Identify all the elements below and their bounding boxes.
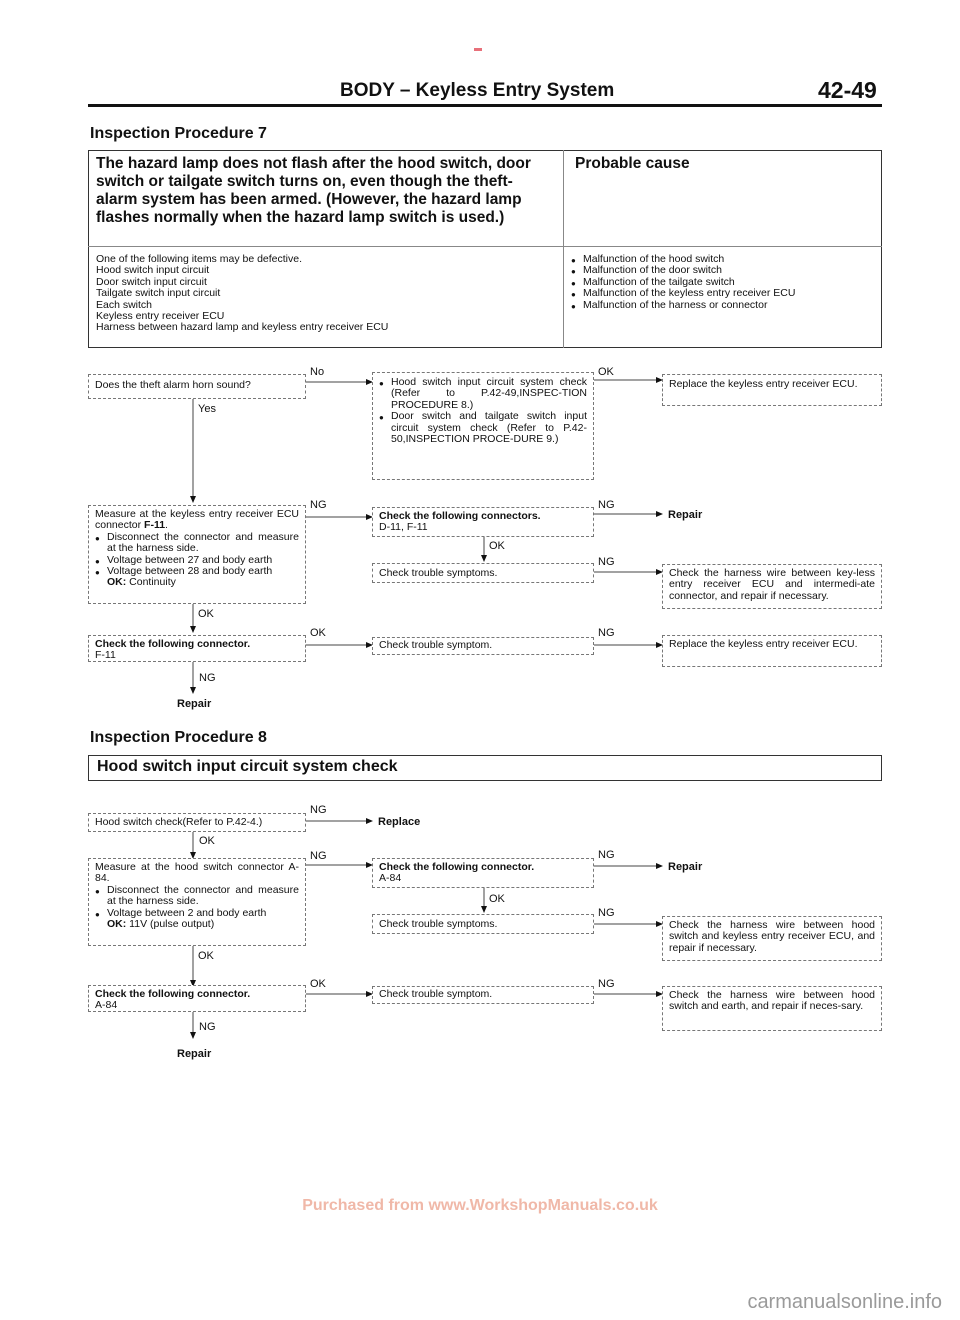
measure-receiver-ecu-box: Measure at the keyless entry receiver ECU connector F-11. ● Disconnect the connector and measure at the harness side. ● Voltage between 27 and body earth ● Voltage between 28 and body earth OK: Continuity [88,505,306,604]
repair-outcome: Repair [668,861,703,873]
check-trouble-symptoms-text: Check trouble symptoms. [379,567,498,579]
check-trouble-symptom-box [372,986,594,1004]
replace-outcome: Replace [378,816,421,828]
defective-line: Keyless entry receiver ECU [96,310,225,323]
q-theft-alarm-horn [88,374,306,399]
check-trouble-symptoms-box [372,563,594,583]
replace-ecu-box [662,374,882,406]
check-trouble-symptoms-box [372,914,594,934]
replace-ecu-text: Replace the keyless entry receiver ECU. [669,378,858,390]
hood-circuit-check: ● Hood switch input circuit system check (Refer to P.42-49,INSPEC-TION PROCEDURE 8.) [379,377,587,411]
label-ng: NG [598,907,615,919]
measure-hood-switch-box [88,858,306,946]
hood-switch-check-box [88,813,306,832]
label-ng: NG [598,556,615,568]
measure-step: ● Voltage between 27 and body earth [95,555,299,566]
label-ng: NG [598,849,615,861]
probable-cause-label: Probable cause [575,155,690,172]
harness-check-text: Check the harness wire between hood switch and keyless entry receiver ECU, and repair if necessary. [669,919,875,954]
defective-line: Tailgate switch input circuit [96,287,221,300]
check-connectors-list: D-11, F-11 [379,521,428,534]
cause-item: ● Malfunction of the door switch [571,265,871,276]
repair-outcome: Repair [177,1048,212,1060]
defective-line: Harness between hazard lamp and keyless entry receiver ECU [96,321,389,334]
hood-switch-check-text: Hood switch check(Refer to P.42-4.) [95,816,263,828]
label-ok: OK [598,366,614,378]
page-number: 42-49 [818,77,877,103]
check-connector-id: A-84 [95,999,118,1012]
proc7-symptom: The hazard lamp does not flash after the hood switch, door switch or tailgate switch turns on, even though the theft-alarm system has been armed. (However, the hazard lamp flashes normally when the hazard lamp switch is used.) [96,155,531,226]
label-ok: OK [489,893,505,905]
defective-line: Hood switch input circuit [96,264,210,277]
ok-label: OK: [107,576,127,589]
cause-item: ● Malfunction of the tailgate switch [571,277,871,288]
label-ng: NG [199,1021,216,1033]
check-connector-title: Check the following connector. [379,861,535,873]
replace-ecu-text-2: Replace the keyless entry receiver ECU. [669,638,858,650]
cause-item: ● Malfunction of the keyless entry receiver ECU [571,288,871,299]
measure-title: Measure at the hood switch connector A-84. [95,861,299,885]
measure-step: ● Voltage between 28 and body earth [95,566,299,577]
label-ng: NG [598,627,615,639]
proc8-title: Hood switch input circuit system check [97,758,398,775]
label-ng: NG [310,850,327,862]
label-ng: NG [310,804,327,816]
check-connectors-box [372,507,594,537]
check-connector-id: F-11 [95,649,116,662]
label-ok: OK [198,950,214,962]
label-yes: Yes [198,403,216,415]
check-connectors-title: Check the following connectors. [379,510,541,522]
purchased-notice: Purchased from www.WorkshopManuals.co.uk [302,1197,658,1214]
check-trouble-symptom-box [372,637,594,655]
label-ok: OK [310,978,326,990]
check-connector-title: Check the following connector. [95,988,251,1000]
ok-value: Continuity [129,576,176,589]
harness-check-box [662,916,882,961]
cause-item: ● Malfunction of the hood switch [571,254,871,265]
label-ng: NG [199,672,216,684]
cause-item: ● Malfunction of the harness or connector [571,300,871,311]
label-ok: OK [199,835,215,847]
label-ok: OK [310,627,326,639]
harness-earth-check-text: Check the harness wire between hood switch and earth, and repair if neces-sary. [669,989,875,1013]
site-watermark: carmanualsonline.info [747,1291,942,1313]
label-ng: NG [310,499,327,511]
check-connector-id: A-84 [379,872,402,885]
label-ok: OK [489,540,505,552]
measure-title: Measure at the keyless entry receiver ECU connector [95,508,299,532]
ok-value: 11V (pulse output) [129,918,215,931]
label-no: No [310,366,325,378]
defective-line: Door switch input circuit [96,275,207,288]
measure-step: ● Disconnect the connector and measure at the harness side. [95,885,299,908]
measure-step: ● Disconnect the connector and measure at the harness side. [95,532,299,555]
repair-outcome: Repair [177,698,212,710]
ok-label: OK: [107,918,127,931]
proc7-heading: Inspection Procedure 7 [90,125,267,142]
check-trouble-symptom-text: Check trouble symptom. [379,988,493,1000]
measure-step: ● Voltage between 2 and body earth [95,908,299,919]
replace-ecu-box-2 [662,635,882,667]
harness-check-text: Check the harness wire between key-less entry receiver ECU and intermedi-ate connector, and repair if necessary. [669,567,875,602]
defective-line: One of the following items may be defective. [96,253,303,265]
label-ng: NG [598,499,615,511]
check-connector-a84-box [372,858,594,888]
defective-line: Each switch [96,298,153,311]
harness-earth-check-box [662,986,882,1031]
check-connector-f11-box [88,635,306,662]
door-tailgate-circuit-check: ● Door switch and tailgate switch input circuit system check (Refer to P.42-50,INSPECTION PROCE-DURE 9.) [379,411,587,445]
proc8-heading: Inspection Procedure 8 [90,729,267,746]
label-ok: OK [198,608,214,620]
circuit-system-check-box [372,372,594,480]
check-connector-a84-box-2 [88,985,306,1012]
harness-check-box [662,564,882,609]
check-trouble-symptom-text: Check trouble symptom. [379,639,493,651]
repair-outcome: Repair [668,509,703,521]
check-connector-title: Check the following connector. [95,638,251,650]
label-ng: NG [598,978,615,990]
q-theft-alarm-horn-text: Does the theft alarm horn sound? [95,379,251,391]
measure-connector: F-11 [144,519,166,532]
page-title: BODY – Keyless Entry System [340,80,615,101]
check-trouble-symptoms-text: Check trouble symptoms. [379,918,498,930]
